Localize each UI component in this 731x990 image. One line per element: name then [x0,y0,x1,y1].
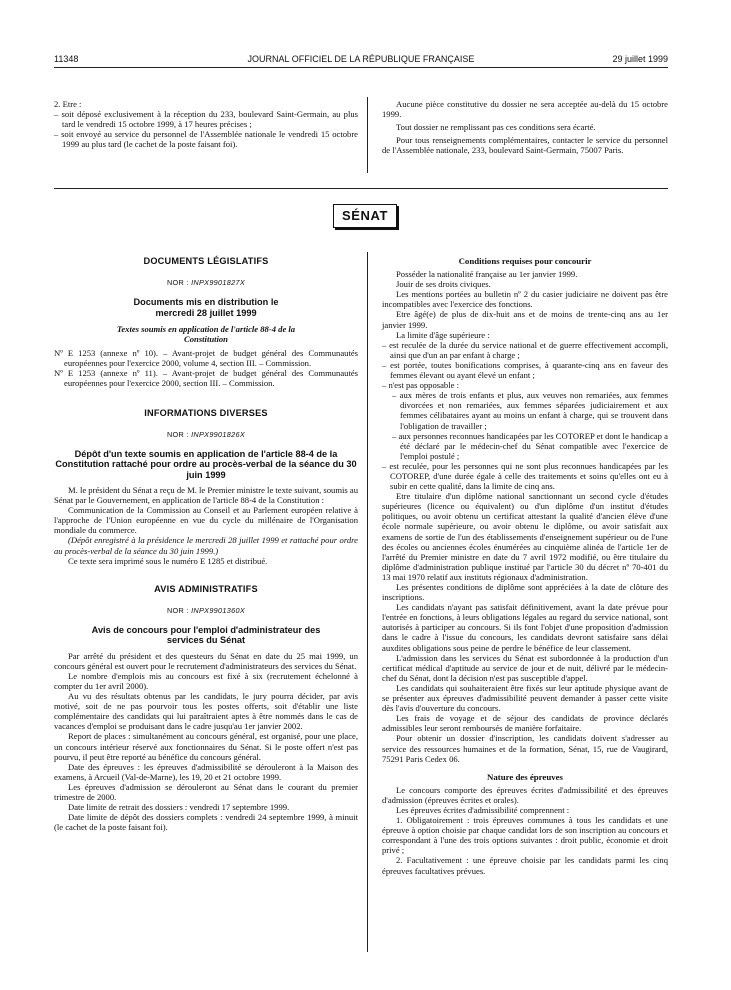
avis-paragraph: Le nombre d'emplois mis au concours est fixé à six (recrutement échelonné à compter du 1er avril 2000). [54,670,358,691]
condition-bullet: – n'est pas opposable : [382,380,459,391]
info-paragraph: M. le président du Sénat a reçu de M. le Premier ministre le texte suivant, soumis au Sénat par le Gouvernement, en application de l'article 88-4 de la Constitution : [54,484,358,506]
avis-paragraph: Report de places : simultanément au concours général, est organisé, pour une place, un concours intérieur réservé aux fonctionnaires du Sénat. Si le poste offert n'est pas pourvu, il peut être reporté au bénéfice du concours général. [54,731,358,762]
document-item: Nº E 1253 (annexe nº 11). – Avant-projet de budget général des Communautés européennes pour l'exercice 2000, section III. – Commission. [54,368,358,389]
top-right-block [382,99,668,155]
condition-paragraph: Les frais de voyage et de séjour des candidats de province déclarés admissibles leur seront remboursés de manière forfaitaire. [382,713,668,734]
info-paragraph: (Dépôt enregistré à la présidence le mercredi 28 juillet 1999 et rattaché pour ordre au procès-verbal de la séance du 30 juin 1999.) [54,535,358,556]
top-left-para: – soit envoyé au service du personnel de l'Assemblée nationale le vendredi 15 octobre 1999 au plus tard (le cachet de la poste faisant foi). [54,129,358,150]
nor-reference: NOR : INPX9901827X [166,278,245,288]
header-rule [54,67,668,68]
condition-bullet: – est reculée, pour les personnes qui ne sont plus reconnues handicapées par les COTOREP, d'une durée égale à celle des traitements et soins qu'elles ont eu à subir en cette qualité, dans la limite de cinq ans. [382,460,668,492]
top-right-para: Pour tous renseignements complémentaires, contacter le service du personnel de l'Assemblée nationale, 233, boulevard Saint-Germain, 75007 Paris. [382,135,668,156]
conditions-heading: Conditions requises pour concourir [458,256,592,266]
top-right-para: Tout dossier ne remplissant pas ces conditions sera écarté. [396,122,596,133]
avis-title: Avis de concours pour l'emploi d'administrateur des services du Sénat [91,624,321,646]
avis-paragraph: Par arrêté du président et des questeurs du Sénat en date du 25 mai 1999, un concours général est ouvert pour le recrutement d'administrateurs des services du Sénat. [54,650,358,671]
info-paragraph: Ce texte sera imprimé sous le numéro E 1285 et distribué. [68,555,268,566]
nature-heading: Nature des épreuves [487,771,563,782]
top-left-para: – soit déposé exclusivement à la réception du 233, boulevard Saint-Germain, au plus tard le vendredi 15 octobre 1999, à 17 heures précises ; [54,109,358,130]
issue-date: 29 juillet 1999 [612,54,668,64]
nature-paragraph: Les épreuves écrites d'admissibilité comprennent : [396,804,570,815]
avis-paragraph: Date limite de retrait des dossiers : vendredi 17 septembre 1999. [68,802,290,813]
avis-paragraph: Date des épreuves : les épreuves d'admissibilité se dérouleront à la Maison des examens, à Arcueil (Val-de-Marne), les 19, 20 et 21 octobre 1999. [54,761,358,782]
condition-paragraph: L'admission dans les services du Sénat est subordonnée à la production d'un certificat médical d'aptitude au service de jour et de nuit, délivré par le médecin-chef du Sénat, dont la décision n'est pas susceptible d'appel. [382,652,668,683]
condition-paragraph: Etre titulaire d'un diplôme national sanctionnant un second cycle d'études supérieures (licence ou équivalent) ou d'un diplôme d'un institut d'études politiques, ou avoir obtenu un certificat attestant la qualité d'ancien élève d'une école normale supérieure, ou avoir obtenu le diplôme, ou avoir satisfait aux examens de sortie de l'un des établissements d'enseignement supérieur ou de l'une des écoles ou anciennes écoles énumérées au cinquième alinéa de l'article 1er de l'arrêté du Premier ministre en date du 7 avril 1972 modifié, ou être titulaire du diplôme d'administration publique institué par l'article 30 du décret nº 70-401 du 13 mai 1970 relatif aux instituts régionaux d'administration. [382,491,668,582]
left-column [54,256,358,832]
nor-reference: NOR : INPX9901826X [166,429,245,439]
condition-paragraph: Les mentions portées au bulletin nº 2 du casier judiciaire ne doivent pas être incompatibles avec l'exercice des fonctions. [382,289,668,310]
condition-paragraph: Posséder la nationalité française au 1er janvier 1999. [396,269,578,280]
nature-paragraph: 2. Facultativement : une épreuve choisie par les candidats parmi les cinq épreuves facultatives prévues. [382,855,668,876]
condition-paragraph: Les candidats qui souhaiteraient être fixés sur leur aptitude physique avant de se présenter aux épreuves d'admissibilité peuvent demander à passer cette visite dès l'avis d'ouverture du concours. [382,682,668,714]
section-heading-informations: INFORMATIONS DIVERSES [144,407,268,418]
condition-paragraph: Pour obtenir un dossier d'inscription, les candidats doivent s'adresser au service des ressources humaines et de la formation, Sénat, 15, rue de Vaugirard, 75291 Paris Cedex 06. [382,733,668,764]
condition-paragraph: Jouir de ses droits civiques. [396,279,491,290]
avis-paragraph: Date limite de dépôt des dossiers complets : vendredi 24 septembre 1999, à minuit (le cachet de la poste faisant foi). [54,812,358,833]
top-right-para: Aucune pièce constitutive du dossier ne sera acceptée au-delà du 15 octobre 1999. [382,99,668,120]
nor-reference: NOR : INPX9901360X [166,605,245,615]
avis-paragraph: Au vu des résultats obtenus par les candidats, le jury pourra décider, par avis motivé, soit de ne pas pourvoir tous les postes offerts, soit d'établir une liste complémentaire des candidats qui lui paraîtraient aptes à être nommés dans le cas de vacances d'emploi se produisant dans le cadre jusqu'au 1er janvier 2002. [54,691,358,732]
condition-subbullet: – aux mères de trois enfants et plus, aux veuves non remariées, aux femmes divorcées et non remariées, aux femmes séparées judiciairement et aux femmes célibataires ayant au moins un enfant à charge, qui se trouvent dans l'obligation de travailler ; [392,390,668,431]
section-heading-avis: AVIS ADMINISTRATIFS [154,583,258,594]
section-rule [54,188,668,189]
page-number: 11348 [54,54,79,64]
condition-bullet: – est reculée de la durée du service national et de guerre effectivement accompli, ainsi que d'un an par enfant à charge ; [382,339,668,360]
info-title: Dépôt d'un texte soumis en application de l'article 88-4 de la Constitution rattaché pour ordre au procès-verbal de la séance du 30 juin 1999 [55,448,357,480]
condition-paragraph: Les présentes conditions de diplôme sont appréciées à la date de clôture des inscriptions. [382,582,668,603]
senat-label: SÉNAT [333,204,397,228]
journal-title: JOURNAL OFFICIEL DE LA RÉPUBLIQUE FRANÇAISE [247,54,475,64]
condition-paragraph: Les candidats n'ayant pas satisfait définitivement, avant la date prévue pour l'entrée en fonctions, à leurs obligations légales au regard du service national, sont autorisés à participer au concours. Si ils font l'objet d'une proposition d'admission dans le cadre à l'issue du concours, les candidats devront satisfaire sans délai auxdites obligations sous peine de perdre le bénéfice de leur classement. [382,602,668,653]
top-left-block [54,99,358,149]
nature-paragraph: Le concours comporte des épreuves écrites d'admissibilité et des épreuves d'admission (épreuves écrites et orales). [382,784,668,805]
page-header [54,54,668,66]
column-divider [367,252,368,952]
condition-bullet: – est portée, toutes bonifications comprises, à quarante-cinq ans en faveur des femmes élevant ou ayant élevé un enfant ; [382,359,668,381]
document-item: Nº E 1253 (annexe nº 10). – Avant-projet de budget général des Communautés européennes pour l'exercice 2000, volume 4, section III. – Commission. [54,348,358,369]
column-divider [367,97,368,173]
documents-title: Documents mis en distribution le mercredi 28 juillet 1999 [133,297,279,318]
info-paragraph: Communication de la Commission au Conseil et au Parlement européen relative à l'approche de l'Union européenne en vue du cycle du millénaire de l'Organisation mondiale du commerce. [54,505,358,536]
top-left-para: 2. Etre : [54,99,82,109]
section-heading-documents: DOCUMENTS LÉGISLATIFS [143,256,269,266]
avis-paragraph: Les épreuves d'admission se dérouleront au Sénat dans le courant du premier trimestre de 2000. [54,781,358,803]
documents-subtitle: Textes soumis en application de l'article 88-4 de la Constitution [116,324,296,345]
condition-subbullet: – aux personnes reconnues handicapées par les COTOREP et dont le handicap a été déclaré par le médecin-chef du Sénat compatible avec l'exercice de l'emploi postulé ; [392,430,668,461]
condition-paragraph: Etre âgé(e) de plus de dix-huit ans et de moins de trente-cinq ans au 1er janvier 1999. [382,309,668,330]
condition-paragraph: La limite d'âge supérieure : [396,329,490,340]
right-column [382,256,668,876]
nature-paragraph: 1. Obligatoirement : trois épreuves communes à tous les candidats et une épreuve à option choisie par chaque candidat lors de son inscription au concours et correspondant à l'une des trois options suivantes : droit public, économie et droit privé ; [382,815,668,856]
